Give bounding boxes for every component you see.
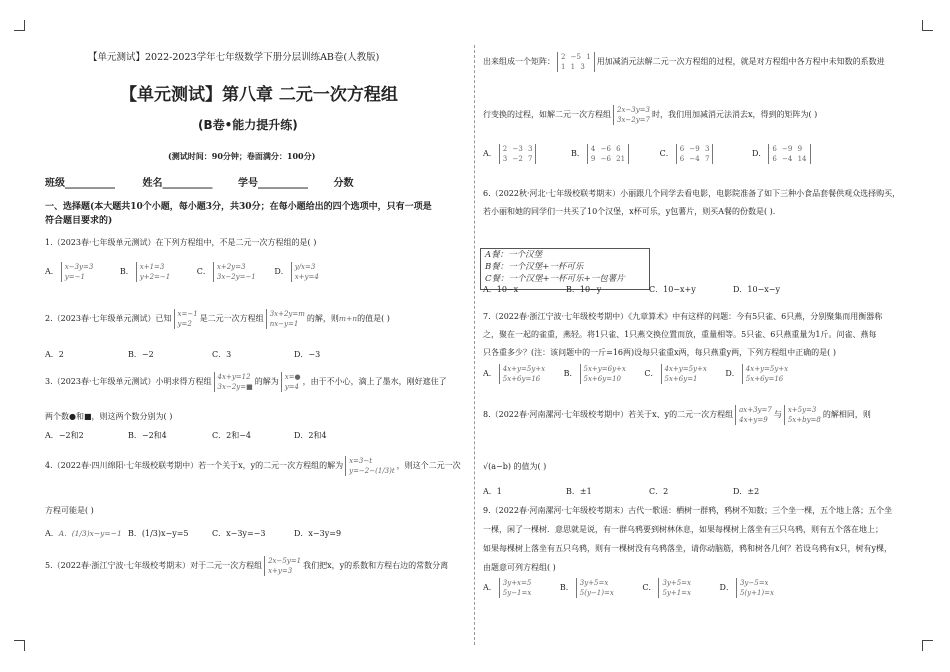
q9-stem-2: 一棵，闲了一棵树．意思就是说，有一群乌鸦要到树林休息，如果每棵树上落坐有三只乌鸦，则有五个落在地上； [483, 525, 883, 534]
q5-options [483, 144, 813, 164]
page-subtitle: (B卷•能力提升练) [198, 118, 298, 132]
q1-option-d[interactable]: D． y/x=3 x+y=4 [274, 263, 319, 281]
q5-option-b[interactable]: B． 4 −6 6 9 −6 21 [571, 149, 631, 158]
q4-option-b[interactable]: B．(1/3)x−y=5 [128, 529, 189, 538]
q1-option-b[interactable]: B． x+1=3 y+2=−1 [119, 263, 171, 281]
q9-option-a[interactable]: A． 3y+x=5 5y−1=x [483, 579, 532, 597]
q7-stem: 7.（2022春·浙江宁波·七年级校考期中）《九章算术》中有这样的问题：今有5只雀、6只燕，分别聚集而用衡器称 [483, 312, 883, 321]
q3-option-d[interactable]: D．2和4 [294, 431, 327, 440]
menu-b: B餐：一个汉堡+一杯可乐 [485, 262, 584, 272]
q4-option-d[interactable]: D．x−3y=9 [294, 529, 342, 538]
q9-options [483, 578, 776, 598]
header-line: 【单元测试】2022-2023学年七年级数学下册分层训练AB卷(人教版) [88, 52, 380, 63]
q9-option-d[interactable]: D． 3y−5=x 5(y+1)=x [719, 579, 774, 597]
q1-option-a[interactable]: A． x−3y=3 y=−1 [45, 263, 94, 281]
q6-option-d[interactable]: D．10−x−y [733, 285, 781, 294]
q7-stem-2: 之，聚在一起的雀重，燕轻。将1只雀、1只燕交换位置而放，重量相等。5只雀、6只燕重量为1斤。问雀、燕每 [483, 330, 877, 339]
menu-c: C餐：一个汉堡+一杯可乐+一包薯片 [485, 274, 625, 284]
q1-stem: 1.（2023春·七年级单元测试）在下列方程组中，不是二元一次方程组的是( ) [45, 238, 317, 247]
score-field[interactable]: 分数 [333, 178, 354, 189]
corner-mark-bottom-left [14, 640, 25, 651]
name-field[interactable]: 姓名__________ [142, 178, 213, 189]
q9-option-c[interactable]: C． 3y+5=x 5y+1=x [642, 579, 691, 597]
q5-option-d[interactable]: D． 6 −9 9 6 −4 14 [752, 149, 813, 158]
corner-mark-bottom-right [922, 640, 933, 651]
q7-options [483, 364, 790, 384]
corner-mark-top-left [14, 20, 25, 31]
q8-option-a[interactable]: A．1 [483, 487, 502, 496]
q1-option-c[interactable]: C． x+2y=3 3x−2y=−1 [196, 263, 256, 281]
q5-cont-stem: 出来组成一个矩阵： 2 −5 1 1 1 3 用加减消元法解二元一次方程组的过程，就是对方程组中各方程中未知数的系数进 [483, 53, 885, 71]
q8-stem: 8.（2022春·河南漯河·七年级校考期中）若关于x、y的二元一次方程组 ax+3y=7 4x+y=9 与 x+5y=3 5x+by=8 的解相同，则 [483, 406, 871, 424]
q8-option-b[interactable]: B．±1 [566, 487, 592, 496]
q3-option-c[interactable]: C．2和−4 [212, 431, 252, 440]
section1-heading: 一、选择题(本大题共10个小题，每小题3分，共30分；在每小题给出的四个选项中，只有一项是 [45, 202, 432, 212]
q5-cont-stem2: 行变换的过程，如解二元一次方程组 2x−3y=3 3x−2y=7 时，我们用加减消元法消去x，得到的矩阵为( ) [483, 106, 818, 124]
q2-option-d[interactable]: D．−3 [294, 350, 321, 359]
q2-option-c[interactable]: C．3 [212, 350, 232, 359]
q6-stem-cont: 若小丽和她的同学们一共买了10个汉堡，x杯可乐，y包薯片，则买A餐的份数是( ). [483, 207, 776, 216]
q3-option-a[interactable]: A．−2和2 [45, 431, 84, 440]
q3-option-b[interactable]: B．−2和4 [128, 431, 167, 440]
page-title: 【单元测试】第八章 二元一次方程组 [120, 85, 398, 105]
number-field[interactable]: 学号__________ [237, 178, 308, 189]
q7-option-b[interactable]: B． 5x+y=6y+x 5x+6y=10 [563, 365, 626, 383]
q9-stem-3: 如果每棵树上落坐有五只乌鸦，则有一棵树没有乌鸦落坐，请你动脑筋，鸦和树各几何？若设乌鸦有x只，树有y棵， [483, 544, 893, 553]
time-info: (测试时间：90分钟；卷面满分：100分) [168, 151, 316, 161]
q9-option-b[interactable]: B． 3y+5=x 5(y−1)=x [559, 579, 614, 597]
q9-stem: 9.（2022春·河南漯河·七年级校考期末）古代一歌谣：栖树一群鸦，鸦树不知数；三个坐一棵，五个地上落；五个坐 [483, 506, 893, 515]
q5-option-a[interactable]: A． 2 −3 3 3 −2 7 [483, 149, 538, 158]
q4-stem-cont: 方程可能是( ) [45, 506, 94, 515]
q1-options [45, 262, 321, 282]
q3-stem: 3.（2023春·七年级单元测试）小明求得方程组 4x+y=12 3x−2y=■ 的解为 x=● y=4 ，由于不小心，滴上了墨水，刚好遮住了 [45, 373, 447, 391]
q7-stem-3: 只各重多少？(注：该问题中的一斤=16两)设每只雀重x两，每只燕重y两，下列方程组中正确的是( ) [483, 348, 836, 357]
q9-stem-4: 由题意可列方程组( ) [483, 563, 556, 572]
corner-mark-top-right [922, 20, 933, 31]
q6-option-c[interactable]: C．10−x+y [649, 285, 696, 294]
q4-option-c[interactable]: C．x−3y=−3 [212, 529, 266, 538]
column-divider [474, 45, 475, 645]
q2-stem: 2.（2023春·七年级单元测试）已知 x=−1 y=2 是二元一次方程组 3x+2y=m nx−y=1 的解，则m+n的值是( ) [45, 310, 390, 328]
q2-option-b[interactable]: B．−2 [128, 350, 154, 359]
q4-stem: 4.（2022春·四川绵阳·七年级校联考期中）若一个关于x，y的二元一次方程组的解为 x=3−t y=−2−(1/3)t ，则这个二元一次 [45, 457, 461, 475]
q2-option-a[interactable]: A．2 [45, 350, 64, 359]
q6-option-b[interactable]: B．10−y [566, 285, 602, 294]
q6-stem: 6.（2022秋·河北·七年级校联考期末）小丽跟几个同学去看电影，电影院准备了如下三种小食品套餐供观众选择购买， [483, 189, 901, 198]
q5-stem: 5.（2022春·浙江宁波·七年级校考期末）对于二元一次方程组 2x−5y=1 x+y=3 我们把x，y的系数和方程右边的常数分离 [45, 557, 449, 575]
q4-option-a[interactable]: A．A．(1/3)x−y=−1 [45, 529, 122, 538]
q6-option-a[interactable]: A．10−x [483, 285, 519, 294]
class-field[interactable]: 班级__________ [45, 178, 115, 189]
q7-option-d[interactable]: D． 4x+y=5y+x 5x+6y=16 [725, 365, 789, 383]
section1-heading-cont: 符合题目要求的) [45, 216, 113, 226]
q8-stem-cont: √(a−b) 的值为( ) [483, 462, 547, 471]
menu-a: A餐：一个汉堡 [485, 250, 543, 260]
q8-option-d[interactable]: D．±2 [733, 487, 760, 496]
q7-option-a[interactable]: A． 4x+y=5y+x 5x+6y=16 [483, 365, 546, 383]
q7-option-c[interactable]: C． 4x+y=5y+x 5x+6y=1 [644, 365, 707, 383]
q3-stem-cont: 两个数●和■，则这两个数分别为( ) [45, 412, 173, 421]
q5-option-c[interactable]: C． 6 −9 3 6 −4 7 [660, 149, 716, 158]
student-fields [45, 174, 353, 189]
q8-option-c[interactable]: C．2 [649, 487, 669, 496]
